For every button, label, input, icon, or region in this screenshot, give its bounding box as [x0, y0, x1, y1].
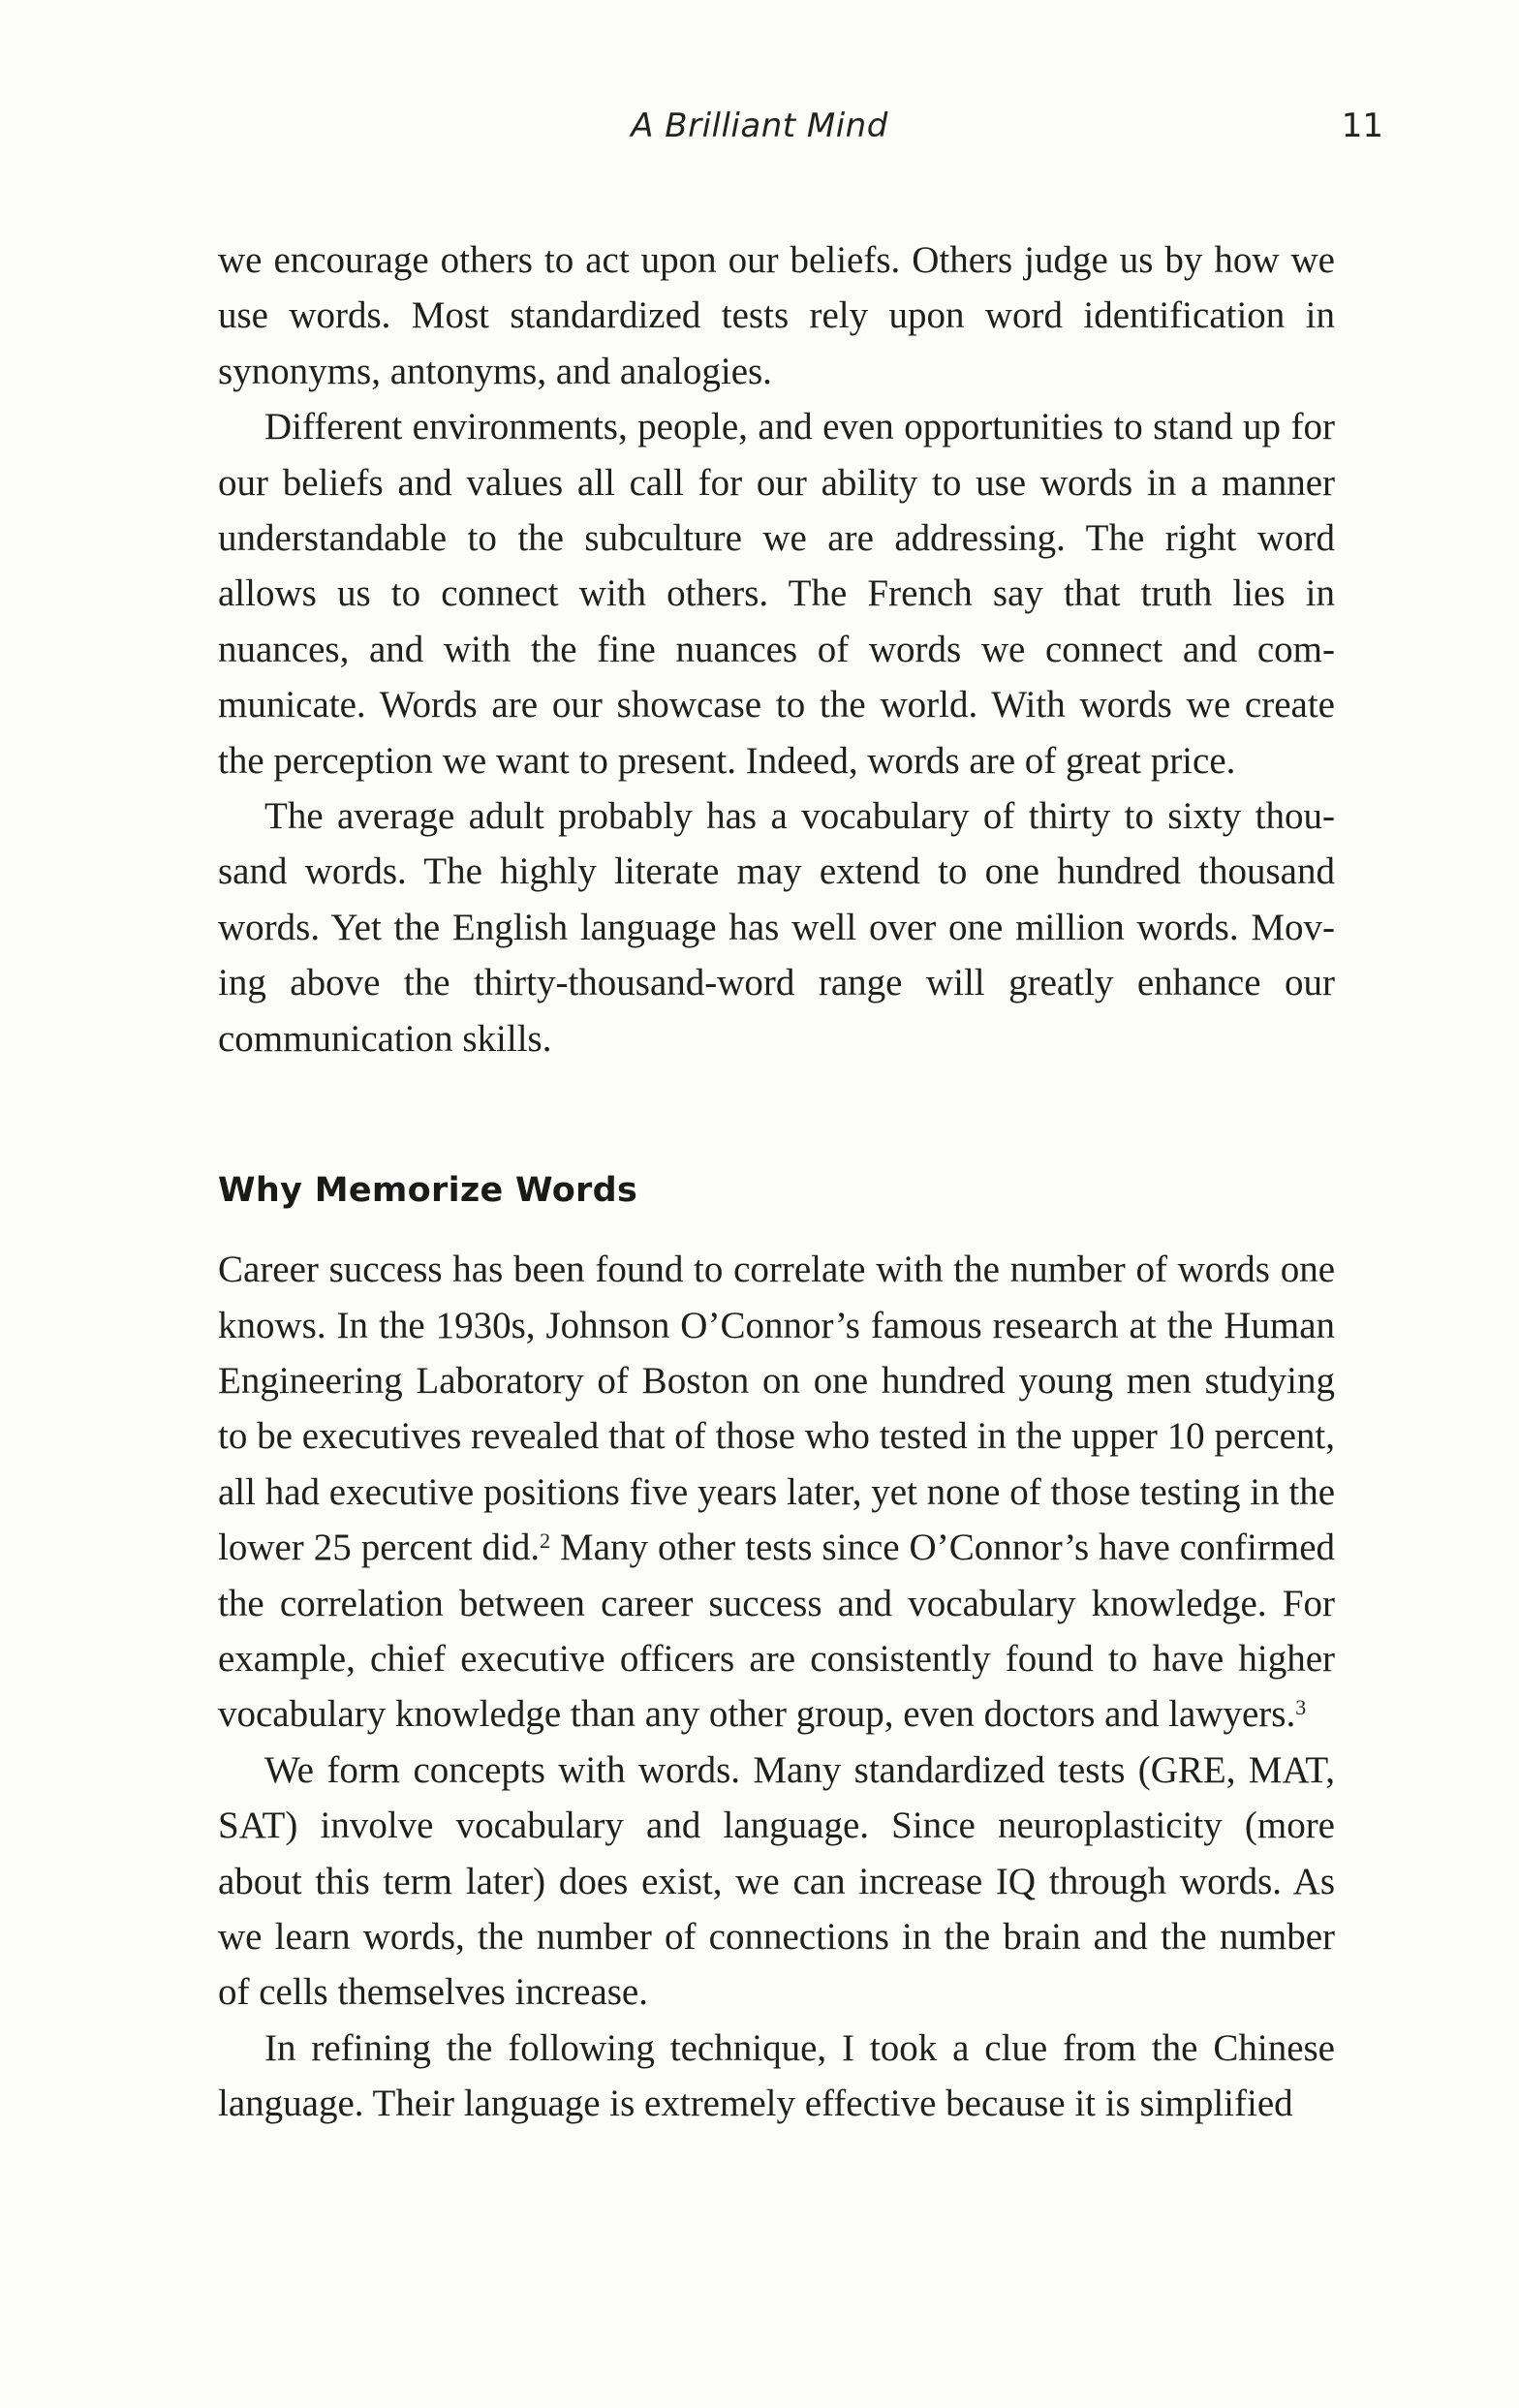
- career-text-part-2: Many other tests since O’Connor’s have confirmed the correlation between career success and vocabulary knowledge. For example, chief executive officers are consistently found to have higher vocabulary knowledge than any other group, even doctors and lawyers.: [218, 1527, 1335, 1736]
- paragraph-environments: Different environments, people, and even opportunities to stand up for our beliefs and values all call for our ability to use words in a manner understandable to the subculture we are addressing. The right word allows us to connect with others. The French say that truth lies in nuances, and with the fine nuances of words we connect and communicate. Words are our showcase to the world. With words we create the perception we want to present. Indeed, words are of great price.: [218, 406, 1335, 782]
- running-head: [0, 107, 1519, 155]
- body-text: [218, 232, 1335, 2132]
- footnote-ref-2: 2: [540, 1528, 551, 1554]
- paragraph-concepts: We form concepts with words. Many standardized tests (GRE, MAT, SAT) involve vocabulary and language. Since neuroplasticity (more about this term later) does exist, we can increase IQ through words. As we learn words, the number of connections in the brain and the number of cells themselves increase.: [218, 1748, 1335, 2014]
- footnote-ref-3: 3: [1295, 1695, 1307, 1720]
- paragraph-career-success: [218, 1242, 1335, 1743]
- paragraph-continuation: we encourage others to act upon our beliefs. Others judge us by how we use words. Most standardized tests rely upon word identification in synonyms, antonyms, and analogies.: [218, 239, 1335, 392]
- career-text-part-1: Career success has been found to correlate with the number of words one knows. In the 1930s, Johnson O’Connor’s famous research at the Human Engineering Laboratory of Boston on one hundred young men studying to be executives revealed that of those who tested in the upper 10 percent, all had executive positions five years later, yet none of those testing in the lower 25 percent did.: [218, 1249, 1335, 1569]
- paragraph-vocabulary-size: The average adult probably has a vocabulary of thirty to sixty thousand words. The highly literate may extend to one hundred thousand words. Yet the English language has well over one million words. Moving above the thirty-thousand-word range will greatly enhance our communication skills.: [218, 795, 1335, 1060]
- paragraph-technique: In refining the following technique, I took a clue from the Chinese language. Their language is extremely effective because it is simplified: [218, 2026, 1335, 2125]
- page-number: 11: [1341, 107, 1383, 145]
- running-title: A Brilliant Mind: [631, 107, 888, 145]
- section-heading: Why Memorize Words: [218, 1171, 638, 1211]
